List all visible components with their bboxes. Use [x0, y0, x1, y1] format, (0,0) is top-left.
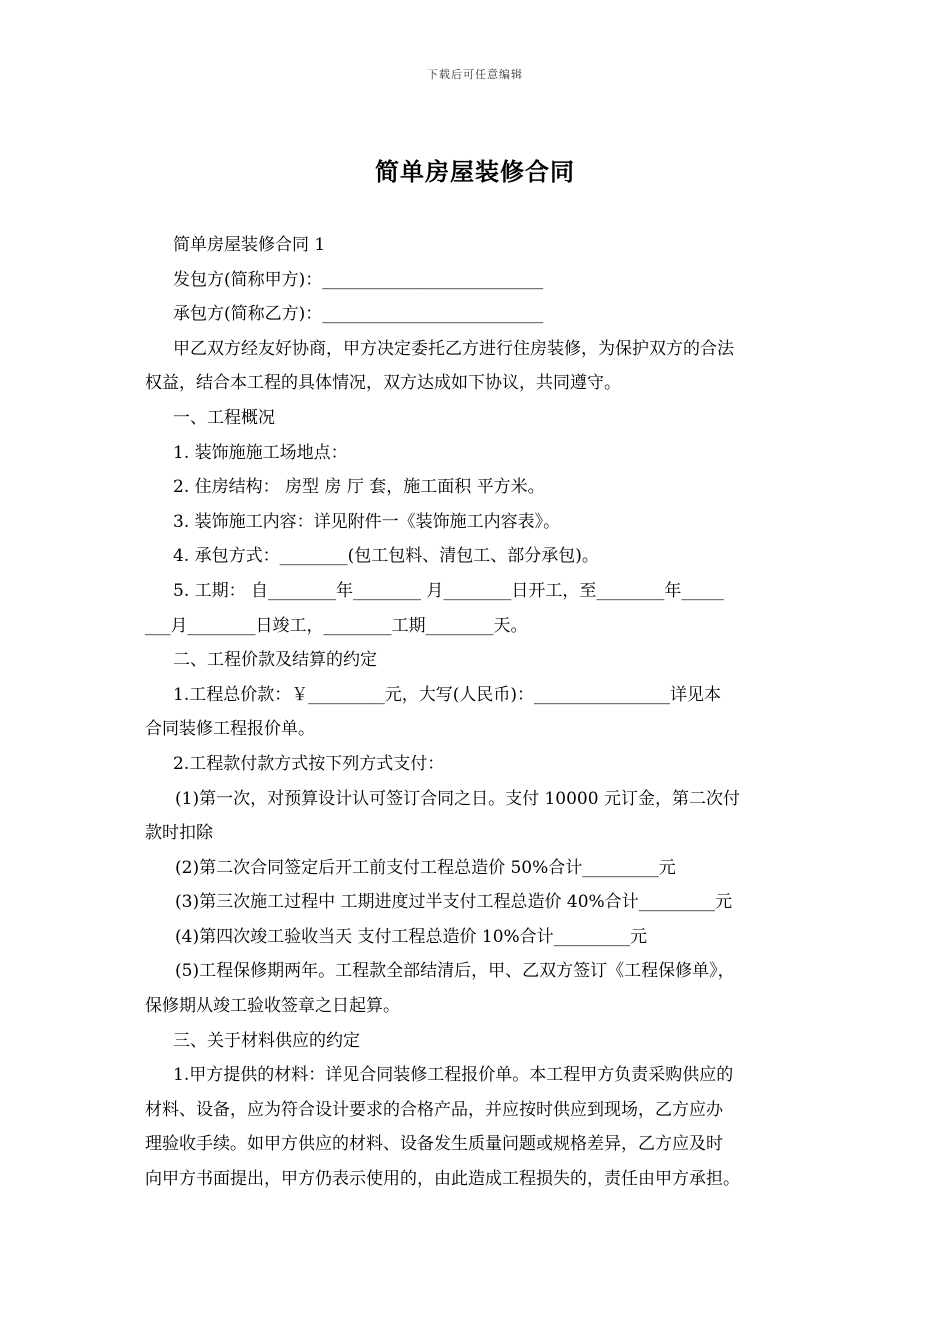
body-line: (2)第二次合同签定后开工前支付工程总造价 50%合计_________元 — [175, 857, 676, 878]
body-line: 向甲方书面提出，甲方仍表示使用的，由此造成工程损失的，责任由甲方承担。 — [145, 1169, 740, 1190]
body-line: 1. 装饰施施工场地点： — [173, 442, 348, 463]
body-line: 发包方(简称甲方)：__________________________ — [173, 269, 544, 290]
body-line: 一、工程概况 — [173, 407, 275, 428]
body-line: ___月________日竣工，________工期________天。 — [145, 615, 528, 636]
body-line: (5)工程保修期两年。工程款全部结清后，甲、乙双方签订《工程保修单》， — [175, 961, 735, 982]
header-note: 下载后可任意编辑 — [427, 68, 523, 81]
body-line: (4)第四次竣工验收当天 支付工程总造价 10%合计_________元 — [175, 926, 648, 947]
body-line: 1.工程总价款：￥_________元，大写(人民币)：________________详见本 — [173, 684, 721, 705]
body-line: 4. 承包方式：________(包工包料、清包工、部分承包)。 — [173, 546, 599, 567]
body-line: 2. 住房结构： 房型 房 厅 套，施工面积 平方米。 — [173, 477, 545, 498]
body-line: 三、关于材料供应的约定 — [173, 1030, 360, 1051]
body-line: 5. 工期： 自________年________ 月________日开工，至________年_____ — [173, 580, 724, 601]
body-line: 保修期从竣工验收签章之日起算。 — [145, 996, 400, 1017]
body-line: (3)第三次施工过程中 工期进度过半支付工程总造价 40%合计_________元 — [175, 892, 733, 913]
body-line: 理验收手续。如甲方供应的材料、设备发生质量问题或规格差异，乙方应及时 — [145, 1134, 723, 1155]
body-line: 3. 装饰施工内容：详见附件一《装饰施工内容表》。 — [173, 511, 561, 532]
body-line: 材料、设备，应为符合设计要求的合格产品，并应按时供应到现场，乙方应办 — [145, 1099, 723, 1120]
body-line: 权益，结合本工程的具体情况，双方达成如下协议，共同遵守。 — [145, 373, 621, 394]
body-line: 2.工程款付款方式按下列方式支付： — [173, 753, 445, 774]
body-line: 承包方(简称乙方)：__________________________ — [173, 304, 544, 325]
body-line: 款时扣除 — [145, 823, 213, 844]
document-title: 简单房屋装修合同 — [375, 157, 575, 186]
body-line: 二、工程价款及结算的约定 — [173, 650, 377, 671]
body-line: 甲乙双方经友好协商，甲方决定委托乙方进行住房装修，为保护双方的合法 — [173, 338, 734, 359]
body-line: 1.甲方提供的材料：详见合同装修工程报价单。本工程甲方负责采购供应的 — [173, 1065, 734, 1086]
body-line: 简单房屋装修合同 1 — [173, 235, 326, 255]
body-line: (1)第一次，对预算设计认可签订合同之日。支付 10000 元订金，第二次付 — [175, 788, 740, 809]
document-body — [145, 228, 825, 1197]
body-line: 合同装修工程报价单。 — [145, 719, 315, 740]
